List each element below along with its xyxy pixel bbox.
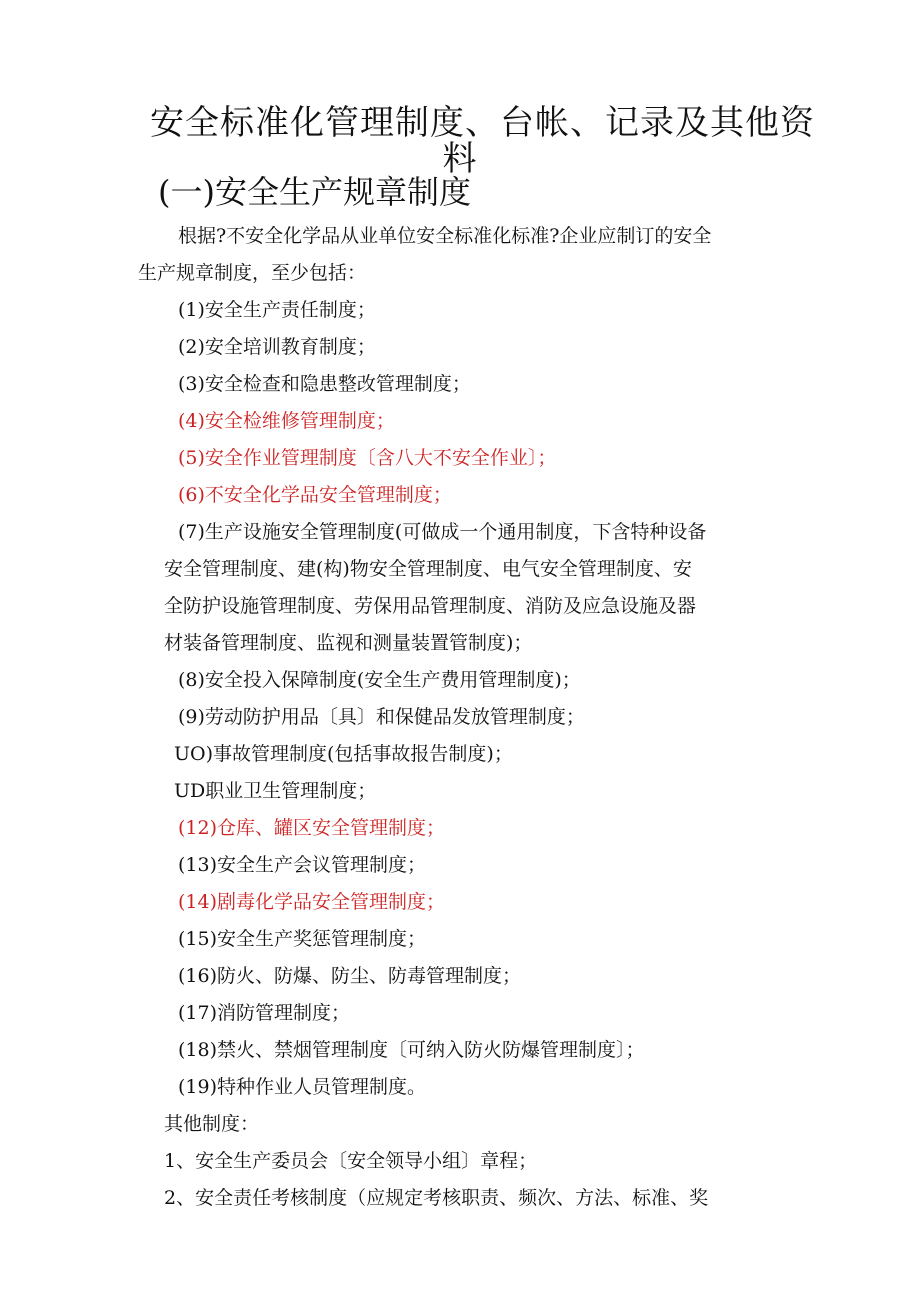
- list-item: (16)防火、防爆、防尘、防毒管理制度；: [178, 965, 522, 987]
- list-item-continuation: 材装备管理制度、监视和测量装置管制度)；: [164, 632, 533, 654]
- list-item-continuation: 安全管理制度、建(构)物安全管理制度、电气安全管理制度、安: [164, 558, 692, 580]
- list-item: UO)事故管理制度(包括事故报告制度)；: [174, 743, 513, 765]
- list-item: (13)安全生产会议管理制度；: [178, 854, 427, 876]
- list-item-continuation: 全防护设施管理制度、劳保用品管理制度、消防及应急设施及器: [164, 595, 697, 617]
- list-item-highlighted: (14)剧毒化学品安全管理制度；: [178, 891, 446, 913]
- other-list-item: 2、安全责任考核制度（应规定考核职责、频次、方法、标准、奖: [164, 1187, 709, 1209]
- list-item: (9)劳动防护用品〔具〕和保健品发放管理制度；: [178, 706, 585, 728]
- list-item: (3)安全检查和隐患整改管理制度；: [178, 373, 471, 395]
- document-title-line-2: 料: [442, 139, 478, 179]
- list-item: UD职业卫生管理制度；: [174, 780, 377, 802]
- list-item: (8)安全投入保障制度(安全生产费用管理制度)；: [178, 669, 581, 691]
- list-item: (15)安全生产奖惩管理制度；: [178, 928, 427, 950]
- list-item: (18)禁火、禁烟管理制度〔可纳入防火防爆管理制度〕；: [178, 1039, 645, 1061]
- list-item-highlighted: (4)安全检维修管理制度；: [178, 410, 395, 432]
- document-title-line-1: 安全标准化管理制度、台帐、记录及其他资: [150, 103, 815, 143]
- other-list-item: 1、安全生产委员会〔安全领导小组〕章程；: [164, 1150, 538, 1172]
- list-item: (17)消防管理制度；: [178, 1002, 351, 1024]
- list-item: (7)生产设施安全管理制度(可做成一个通用制度，下含特种设备: [178, 521, 707, 543]
- section-heading: (一)安全生产规章制度: [158, 173, 471, 211]
- list-item-highlighted: (5)安全作业管理制度〔含八大不安全作业〕；: [178, 447, 557, 469]
- intro-line-2: 生产规章制度，至少包括：: [138, 262, 367, 284]
- list-item-highlighted: (6)不安全化学品安全管理制度；: [178, 484, 452, 506]
- list-item: (1)安全生产责任制度；: [178, 299, 376, 321]
- list-item-highlighted: (12)仓库、罐区安全管理制度；: [178, 817, 446, 839]
- list-item: (19)特种作业人员管理制度。: [178, 1076, 427, 1098]
- other-heading: 其他制度：: [164, 1113, 260, 1135]
- list-item: (2)安全培训教育制度；: [178, 336, 376, 358]
- intro-line-1: 根据?不安全化学品从业单位安全标准化标准?企业应制订的安全: [178, 225, 712, 247]
